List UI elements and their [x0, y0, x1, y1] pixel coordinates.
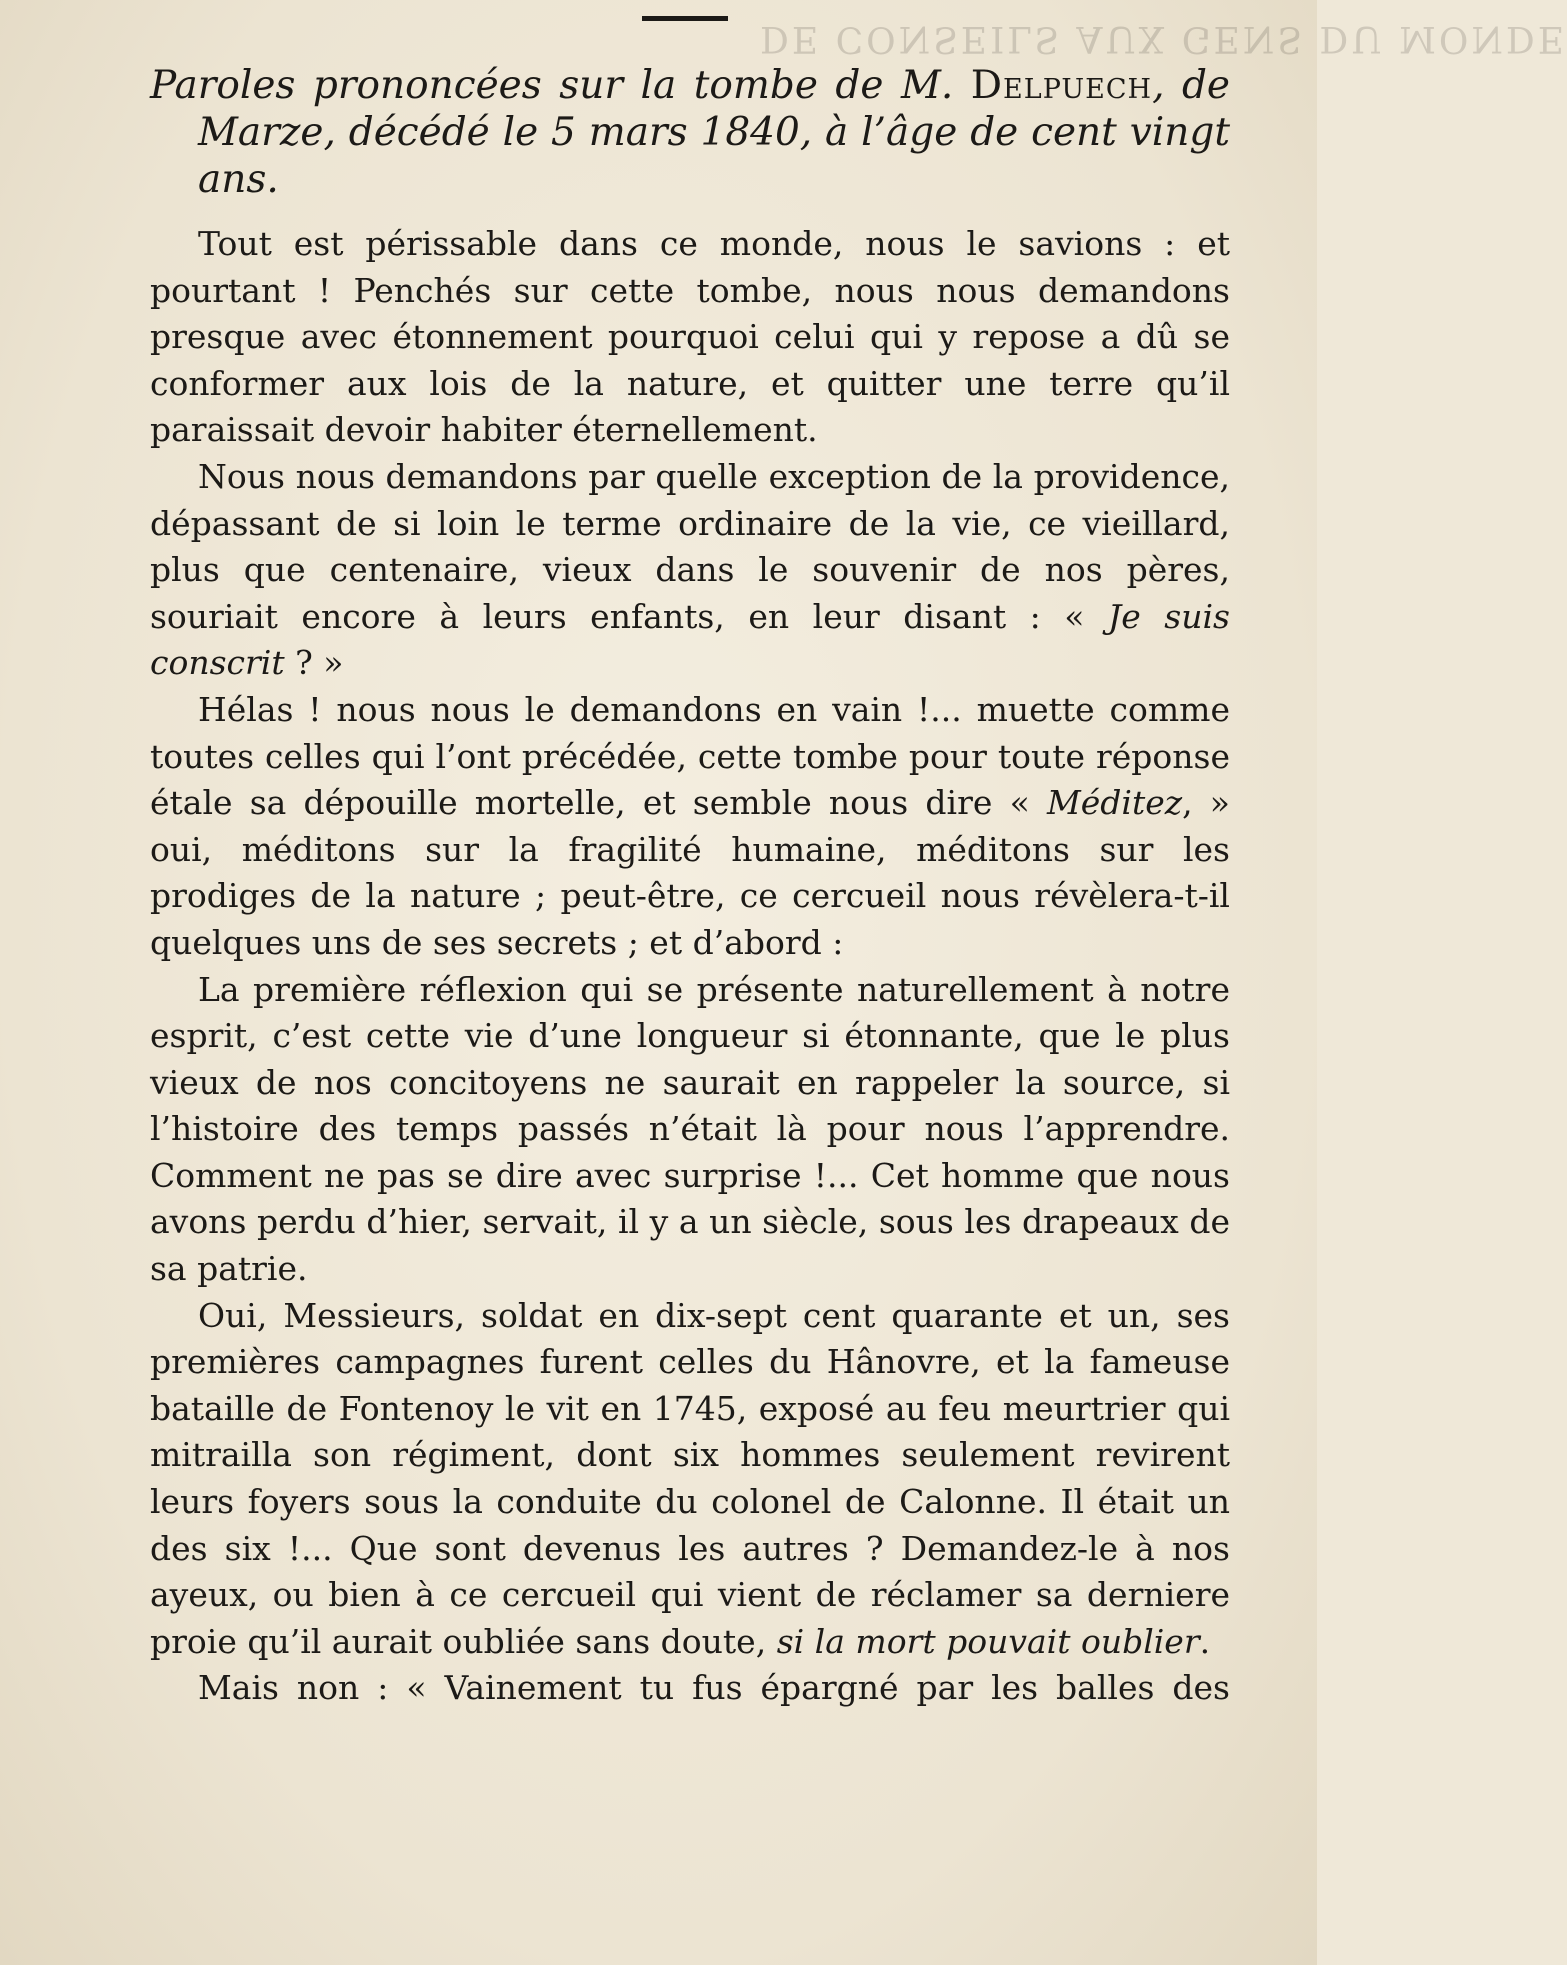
- heading-part1: Paroles prononcées sur la tombe de M.: [150, 63, 971, 108]
- paragraph-6-text: Mais non : « Vainement tu fus épargné par les balles des: [198, 1668, 1230, 1708]
- paragraph-5-text: Oui, Messieurs, soldat en dix-sept cent quarante et un, ses premières campagnes furent celles du Hânovre, et la fameuse bataille de Fontenoy le vit en 1745, exposé au feu meurtrier qui mitrailla son régiment, dont six hommes seulement revirent leurs foyers sous la conduite du colonel de Calonne. Il était un des six !... Que sont devenus les autres ? Demandez-le à nos ayeux, ou bien à ce cercueil qui vient de réclamer sa derniere proie qu’il aurait oubliée sans doute,: [150, 1295, 1230, 1661]
- paragraph-6: [150, 1665, 1230, 1712]
- paragraph-2-italic: Je suis conscrit: [150, 596, 1230, 683]
- paragraph-3-text: Hélas ! nous nous le demandons en vain !... muette comme toutes celles qui l’ont précédée, cette tombe pour toute réponse étale sa dépouille mortelle, et semble nous dire «: [150, 689, 1230, 823]
- paragraph-5-italic: si la mort pouvait oublier: [776, 1621, 1200, 1661]
- paragraph-2-text: Nous nous demandons par quelle exception de la providence, dépassant de si loin le terme ordinaire de la vie, ce vieillard, plus que centenaire, vieux dans le souvenir de nos pères, souriait encore à leurs enfants, en leur disant : «: [150, 456, 1230, 636]
- paragraph-1-text: Tout est périssable dans ce monde, nous le savions : et pourtant ! Penchés sur cette tombe, nous nous demandons presque avec étonnement pourquoi celui qui y repose a dû se conformer aux lois de la nature, et quitter une terre qu’il paraissait devoir habiter éternellement.: [150, 224, 1230, 450]
- paragraph-3-italic: Méditez: [1046, 783, 1183, 823]
- heading-part2: , de Marze, décédé le 5 mars 1840, à l’âge de cent vingt ans.: [198, 63, 1230, 202]
- top-rule: [642, 16, 728, 21]
- bleed-through-text: DE CONSEILS AUX GENS DU MONDE: [760, 18, 1567, 59]
- text-block: [150, 62, 1230, 1712]
- paragraph-2: [150, 454, 1230, 687]
- paragraph-5: [150, 1293, 1230, 1666]
- heading: [150, 62, 1230, 203]
- paragraph-4-text: La première réflexion qui se présente naturellement à notre esprit, c’est cette vie d’une longueur si étonnante, que le plus vieux de nos concitoyens ne saurait en rappeler la source, si l’histoire des temps passés n’était là pour nous l’apprendre. Comment ne pas se dire avec surprise !... Cet homme que nous avons perdu d’hier, servait, il y a un siècle, sous les drapeaux de sa patrie.: [150, 969, 1230, 1289]
- paragraph-1: [150, 221, 1230, 454]
- paragraph-4: [150, 967, 1230, 1293]
- heading-name: Delpuech: [970, 63, 1153, 108]
- paragraph-2-after: ? »: [284, 643, 344, 683]
- paragraph-3: [150, 687, 1230, 967]
- paragraph-5-after: .: [1199, 1621, 1211, 1661]
- paragraph-3-after: , » oui, méditons sur la fragilité humaine, méditons sur les prodiges de la nature ; peut-être, ce cercueil nous révèlera-t-il quelques uns de ses secrets ; et d’abord :: [150, 783, 1230, 962]
